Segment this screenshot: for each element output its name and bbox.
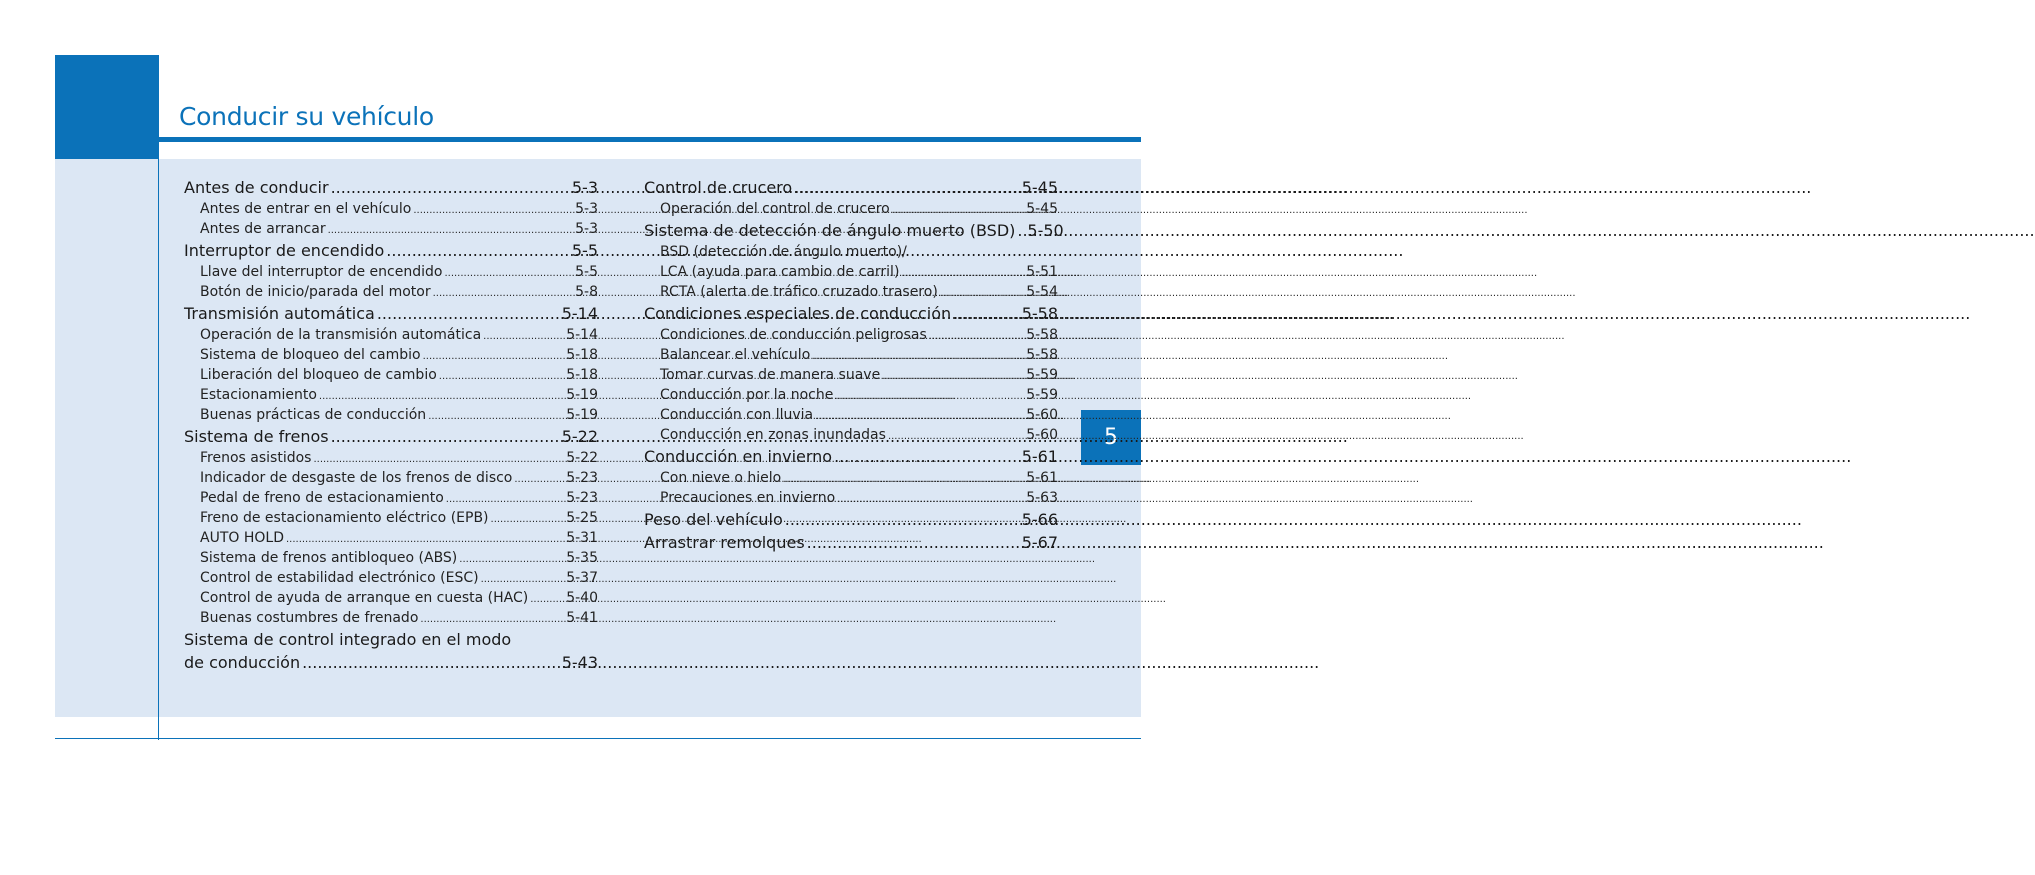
toc-page-number: 5-54 (1026, 284, 1058, 300)
toc-page-number: 5-19 (566, 407, 598, 423)
toc-entry-label: Antes de arrancar (200, 221, 326, 237)
toc-subsection-entry[interactable] (184, 385, 598, 405)
toc-dot-leader (888, 425, 1024, 447)
toc-page-number: 5-8 (575, 284, 598, 300)
toc-subsection-entry[interactable] (184, 608, 598, 628)
toc-dot-leader (815, 405, 1024, 427)
toc-dot-leader (812, 345, 1024, 367)
toc-entry-label: Sistema de bloqueo del cambio (200, 347, 421, 363)
toc-page-number: 5-50 (1027, 221, 1064, 240)
toc-dot-leader (428, 405, 564, 427)
toc-dot-leader (892, 199, 1024, 221)
toc-dot-leader (319, 385, 564, 407)
toc-page-number: 5-59 (1026, 367, 1058, 383)
toc-page-number: 5-25 (566, 510, 598, 526)
toc-page-number: 5-61 (1021, 447, 1058, 466)
toc-entry-label: Conducción por la noche (660, 387, 834, 403)
toc-entry-label: Precauciones en invierno (660, 490, 836, 506)
toc-dot-leader (439, 365, 564, 387)
toc-page-number: 5-23 (566, 470, 598, 486)
toc-section-entry[interactable] (644, 176, 1058, 199)
toc-section-entry[interactable] (644, 302, 1058, 325)
toc-entry-label: AUTO HOLD (200, 530, 284, 546)
toc-page-number: 5-51 (1026, 264, 1058, 280)
toc-dot-leader (807, 531, 1020, 554)
toc-entry-label: Tomar curvas de manera suave (660, 367, 881, 383)
toc-page-number: 5-14 (566, 327, 598, 343)
toc-section-entry[interactable] (184, 176, 598, 199)
toc-subsection-entry[interactable] (644, 468, 1058, 488)
toc-subsection-entry[interactable] (184, 528, 598, 548)
toc-subsection-entry[interactable] (184, 405, 598, 425)
toc-subsection-entry[interactable] (184, 219, 598, 239)
toc-page-number: 5-60 (1026, 407, 1058, 423)
toc-page-number: 5-22 (566, 450, 598, 466)
toc-entry-label: Balancear el vehículo (660, 347, 811, 363)
toc-entry-label: Control de estabilidad electrónico (ESC) (200, 570, 479, 586)
toc-dot-leader (514, 468, 564, 490)
toc-entry-label: Sistema de frenos antibloqueo (ABS) (200, 550, 458, 566)
toc-dot-leader (286, 528, 564, 550)
toc-subsection-entry[interactable] (184, 345, 598, 365)
toc-subsection-entry[interactable] (644, 325, 1058, 345)
toc-subsection-entry[interactable] (184, 282, 598, 302)
toc-page-number: 5-60 (1026, 427, 1058, 443)
toc-page-number: 5-5 (575, 264, 598, 280)
toc-page-number: 5-14 (561, 304, 598, 323)
toc-subsection-entry[interactable] (184, 488, 598, 508)
toc-entry-label: Control de crucero (644, 178, 793, 197)
toc-page-number: 5-66 (1021, 510, 1058, 529)
toc-section-entry[interactable] (184, 239, 598, 262)
toc-entry-label: Conducción con lluvia (660, 407, 814, 423)
toc-dot-leader (481, 568, 565, 590)
toc-subsection-entry[interactable] (644, 242, 1058, 262)
toc-entry-label: Condiciones de conducción peligrosas (660, 327, 927, 343)
toc-page-number: 5-41 (566, 610, 598, 626)
toc-dot-leader (835, 385, 1024, 407)
toc-entry-label: BSD (detección de ángulo muerto)/ (660, 244, 907, 260)
toc-dot-leader (377, 302, 560, 325)
toc-page-number: 5-31 (566, 530, 598, 546)
toc-page-number: 5-59 (1026, 387, 1058, 403)
toc-subsection-entry[interactable] (184, 262, 598, 282)
toc-page-number: 5-18 (566, 367, 598, 383)
toc-entry-label: Antes de entrar en el vehículo (200, 201, 412, 217)
toc-dot-leader (1017, 219, 1025, 242)
toc-dot-leader (433, 282, 574, 304)
toc-entry-label: Interruptor de encendido (184, 241, 385, 260)
toc-entry-label: Sistema de detección de ángulo muerto (BSD) (644, 221, 1016, 240)
toc-entry-label: Arrastrar remolques (644, 533, 805, 552)
toc-dot-leader (834, 445, 1020, 468)
toc-dot-leader (302, 651, 560, 674)
toc-dot-leader (785, 508, 1020, 531)
page-title: Conducir su vehículo (179, 102, 434, 131)
toc-dot-leader (530, 588, 564, 610)
toc-right-column (644, 176, 1064, 554)
toc-entry-label: LCA (ayuda para cambio de carril) (660, 264, 900, 280)
toc-section-entry[interactable] (644, 508, 1058, 531)
toc-page-number: 5-35 (566, 550, 598, 566)
toc-entry-label: Pedal de freno de estacionamiento (200, 490, 444, 506)
toc-section-entry[interactable] (644, 219, 1064, 242)
toc-page-number: 5-19 (566, 387, 598, 403)
toc-entry-label: Peso del vehículo (644, 510, 783, 529)
toc-page-number: 5-22 (561, 427, 598, 446)
toc-subsection-entry[interactable] (644, 405, 1058, 425)
toc-entry-label: Control de ayuda de arranque en cuesta (HAC) (200, 590, 529, 606)
toc-page-number: 5-61 (1026, 470, 1058, 486)
toc-subsection-entry[interactable] (184, 199, 598, 219)
toc-dot-leader (313, 448, 564, 470)
toc-subsection-entry[interactable] (184, 568, 598, 588)
toc-page-number: 5-37 (566, 570, 598, 586)
toc-dot-leader (940, 282, 1024, 304)
toc-entry-label: Indicador de desgaste de los frenos de disco (200, 470, 513, 486)
toc-dot-leader (444, 262, 573, 284)
toc-dot-leader (929, 325, 1024, 347)
toc-dot-leader (783, 468, 1024, 490)
toc-dot-leader (491, 508, 565, 530)
toc-subsection-entry[interactable] (184, 588, 598, 608)
toc-dot-leader (459, 548, 564, 570)
toc-page-number: 5-45 (1021, 178, 1058, 197)
toc-page-number: 5-45 (1026, 201, 1058, 217)
toc-section-entry[interactable] (184, 302, 598, 325)
title-underline (159, 137, 1141, 142)
toc-entry-label: Buenas prácticas de conducción (200, 407, 427, 423)
toc-subsection-entry[interactable] (644, 385, 1058, 405)
toc-subsection-entry[interactable] (644, 199, 1058, 219)
toc-subsection-entry[interactable] (644, 488, 1058, 508)
toc-dot-leader (953, 302, 1020, 325)
toc-section-entry[interactable] (644, 445, 1058, 468)
toc-entry-label: RCTA (alerta de tráfico cruzado trasero) (660, 284, 938, 300)
toc-dot-leader (794, 176, 1020, 199)
toc-subsection-entry[interactable] (184, 548, 598, 568)
toc-dot-leader (331, 176, 570, 199)
toc-entry-label: Conducción en zonas inundadas (660, 427, 886, 443)
toc-entry-label: Buenas costumbres de frenado (200, 610, 419, 626)
toc-entry-label: de conducción (184, 653, 301, 672)
toc-subsection-entry[interactable] (644, 365, 1058, 385)
toc-dot-leader (483, 325, 564, 347)
toc-entry-label: Conducción en invierno (644, 447, 833, 466)
toc-page-number: 5-40 (566, 590, 598, 606)
toc-entry-label: Sistema de frenos (184, 427, 329, 446)
left-margin-rule (158, 159, 159, 740)
toc-entry-label: Antes de conducir (184, 178, 329, 197)
toc-page-number: 5-58 (1026, 327, 1058, 343)
toc-page-number: 5-43 (561, 653, 598, 672)
toc-subsection-entry[interactable] (644, 425, 1058, 445)
toc-dot-leader (420, 608, 564, 630)
toc-subsection-entry[interactable] (644, 345, 1058, 365)
toc-entry-label: Condiciones especiales de conducción (644, 304, 952, 323)
toc-page-number: 5-3 (575, 201, 598, 217)
toc-subsection-entry[interactable] (184, 365, 598, 385)
toc-left-column (184, 176, 598, 674)
toc-subsection-entry[interactable] (184, 448, 598, 468)
toc-entry-label: Liberación del bloqueo de cambio (200, 367, 437, 383)
toc-subsection-entry[interactable] (184, 508, 598, 528)
toc-subsection-entry[interactable] (184, 325, 598, 345)
toc-section-entry[interactable] (184, 628, 598, 651)
toc-entry-label: Con nieve o hielo (660, 470, 782, 486)
toc-subsection-entry[interactable] (644, 262, 1058, 282)
toc-section-entry[interactable] (184, 651, 598, 674)
toc-subsection-entry[interactable] (184, 468, 598, 488)
toc-dot-leader (837, 488, 1024, 510)
toc-dot-leader (423, 345, 565, 367)
chapter-tab[interactable]: 5 (1081, 410, 1141, 465)
toc-entry-label: Sistema de control integrado en el modo (184, 630, 512, 649)
toc-section-entry[interactable] (184, 425, 598, 448)
toc-page-number: 5-3 (575, 221, 598, 237)
toc-page-number: 5-63 (1026, 490, 1058, 506)
toc-dot-leader (386, 239, 570, 262)
toc-page-number: 5-23 (566, 490, 598, 506)
toc-dot-leader (882, 365, 1024, 387)
toc-dot-leader (331, 425, 560, 448)
toc-page-number: 5-58 (1026, 347, 1058, 363)
toc-entry-label: Estacionamiento (200, 387, 317, 403)
toc-entry-label: Frenos asistidos (200, 450, 312, 466)
toc-section-entry[interactable] (644, 531, 1058, 554)
toc-dot-leader (901, 262, 1024, 284)
toc-entry-label: Transmisión automática (184, 304, 375, 323)
toc-page-number: 5-18 (566, 347, 598, 363)
toc-dot-leader (446, 488, 564, 510)
toc-subsection-entry[interactable] (644, 282, 1058, 302)
toc-entry-label: Operación de la transmisión automática (200, 327, 482, 343)
toc-page-number: 5-67 (1021, 533, 1058, 552)
bottom-rule (55, 738, 1141, 739)
toc-entry-label: Botón de inicio/parada del motor (200, 284, 431, 300)
toc-entry-label: Llave del interruptor de encendido (200, 264, 443, 280)
toc-page-number: 5-5 (571, 241, 598, 260)
toc-entry-label: Freno de estacionamiento eléctrico (EPB) (200, 510, 489, 526)
toc-page-number: 5-58 (1021, 304, 1058, 323)
toc-dot-leader (413, 199, 573, 221)
toc-entry-label: Operación del control de crucero (660, 201, 890, 217)
toc-page-number: 5-3 (571, 178, 598, 197)
chapter-header-block (55, 55, 159, 159)
toc-dot-leader (328, 219, 574, 241)
